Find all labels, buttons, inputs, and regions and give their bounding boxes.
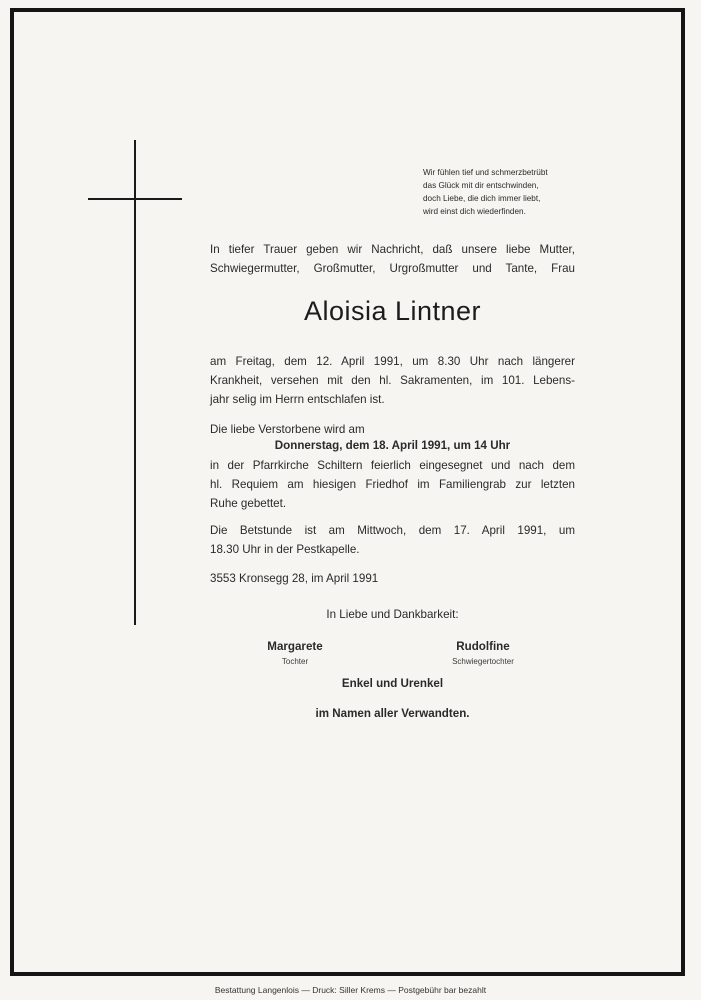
- funeral-details-line: hl. Requiem am hiesigen Friedhof im Familiengrab zur letzten: [210, 478, 575, 491]
- funeral-date: Donnerstag, dem 18. April 1991, um 14 Uhr: [274, 439, 511, 452]
- place-date: [210, 569, 575, 588]
- closing-line: In Liebe und Dankbarkeit:: [326, 608, 459, 621]
- prayer-hour-line: 18.30 Uhr in der Pestkapelle.: [210, 543, 360, 556]
- intro-paragraph: [210, 240, 575, 278]
- relatives-line: im Namen aller Verwandten.: [315, 707, 470, 720]
- mourner-role: Schwiegertochter: [452, 657, 514, 666]
- death-notice-line: jahr selig im Herrn entschlafen ist.: [210, 393, 385, 406]
- mourner-role: Tochter: [281, 657, 309, 666]
- intro-line: Schwiegermutter, Großmutter, Urgroßmutter und Tante, Frau: [210, 262, 575, 275]
- deceased-name: Aloisia Lintner: [303, 296, 482, 326]
- intro-line: In tiefer Trauer geben wir Nachricht, daß unsere liebe Mutter,: [210, 243, 575, 256]
- death-notice-line: Krankheit, versehen mit den hl. Sakramenten, im 101. Lebens-: [210, 374, 575, 387]
- prayer-hour-paragraph: [210, 521, 575, 559]
- prayer-hour-line: Die Betstunde ist am Mittwoch, dem 17. April 1991, um: [210, 524, 575, 537]
- funeral-details-paragraph: [210, 456, 575, 513]
- funeral-details-line: Ruhe gebettet.: [210, 497, 287, 510]
- grandchildren-line: Enkel und Urenkel: [341, 677, 444, 690]
- death-notice-paragraph: [210, 352, 575, 409]
- funeral-details-line: in der Pfarrkirche Schiltern feierlich eingesegnet und nach dem: [210, 459, 575, 472]
- mourner-name: Margarete: [267, 640, 323, 653]
- funeral-intro-line: Die liebe Verstorbene wird am: [210, 423, 365, 436]
- place-date-line: 3553 Kronsegg 28, im April 1991: [210, 572, 379, 585]
- cross-icon-vertical: [134, 140, 136, 625]
- printer-footer: Bestattung Langenlois — Druck: Siller Krems — Postgebühr bar bezahlt: [214, 985, 487, 995]
- memorial-verse: [423, 166, 623, 218]
- funeral-intro: [210, 420, 575, 439]
- verse-line: Wir fühlen tief und schmerzbetrübt: [423, 168, 548, 177]
- death-notice-line: am Freitag, dem 12. April 1991, um 8.30 Uhr nach längerer: [210, 355, 575, 368]
- mourner-name: Rudolfine: [456, 640, 510, 653]
- verse-line: das Glück mit dir entschwinden,: [423, 181, 539, 190]
- verse-line: doch Liebe, die dich immer liebt,: [423, 194, 541, 203]
- verse-line: wird einst dich wiederfinden.: [423, 207, 526, 216]
- cross-icon-horizontal: [88, 198, 182, 200]
